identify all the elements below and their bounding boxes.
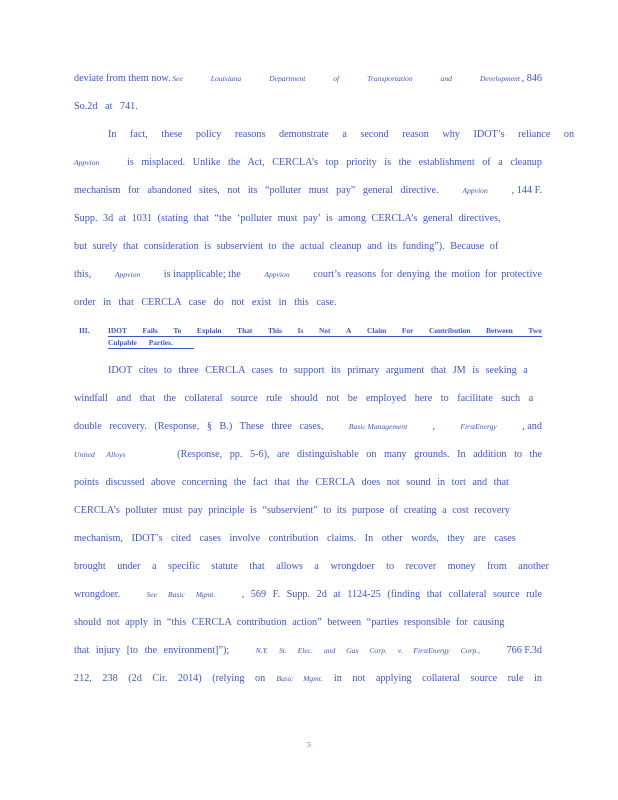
text-line: mechanism for abandoned sites, not its “polluter must pay” general directive. Appvion , 144 F. [74, 185, 542, 196]
text-line: In fact, these policy reasons demonstrate a second reason why IDOT’s reliance on [108, 129, 575, 140]
text-line: Appvion is misplaced. Unlike the Act, CERCLA’s top priority is the establishment of a cleanup [74, 157, 542, 168]
text-line: deviate from them now. See Louisiana Department of Transportation and Development , 846 [74, 73, 542, 84]
case-citation: United Alloys [74, 450, 126, 459]
case-citation: Basic Management [348, 422, 408, 431]
text-line: brought under a specific statute that allows a wrongdoer to recover money from another [74, 561, 549, 572]
text-line: Supp. 3d at 1031 (stating that “the ‘polluter must pay’ is among CERCLA’s general directives, [74, 213, 501, 224]
text-line: should not apply in “this CERCLA contribution action” between “parties responsible for causing [74, 617, 505, 628]
case-citation: Appvion [264, 270, 290, 279]
heading-line: IDOT Fails To Explain That This Is Not A Claim For Contribution Between Two [108, 326, 542, 335]
case-citation: See Basic Mgmt. [146, 590, 216, 599]
case-citation: N.Y. St. Elec. and Gas Corp. v. FirstEnergy Corp., [255, 646, 481, 655]
text-line: order in that CERCLA case do not exist in this case. [74, 297, 337, 308]
text-line: points discussed above concerning the fact that the CERCLA does not sound in tort and that [74, 477, 509, 488]
text-line: 212, 238 (2d Cir. 2014) (relying on Basic Mgmt. in not applying collateral source rule in [74, 673, 542, 684]
case-citation: Basic Mgmt. [276, 674, 323, 683]
case-citation: Appvion [462, 186, 488, 195]
text-line: wrongdoer. See Basic Mgmt. , 569 F. Supp. 2d at 1124-25 (finding that collateral source rule [74, 589, 542, 600]
case-citation: FirstEnergy [460, 422, 497, 431]
text-line: but surely that consideration is subservient to the actual cleanup and its funding”). Because of [74, 241, 499, 252]
case-citation: See Louisiana Department of Transportation and Development [172, 74, 520, 83]
page-number: 5 [307, 741, 311, 749]
case-citation: Appvion [114, 270, 141, 279]
text-line: windfall and that the collateral source rule should not be employed here to facilitate such a [74, 393, 534, 404]
text-line: United Alloys (Response, pp. 5-6), are distinguishable on many grounds. In addition to the [74, 449, 542, 460]
heading-line: Culpable Parties. [108, 337, 194, 349]
text-line: that injury [to the environment]”); N.Y. St. Elec. and Gas Corp. v. FirstEnergy Corp., 766 F.3d [74, 645, 542, 656]
text-line: double recovery. (Response, § B.) These three cases, Basic Management , FirstEnergy , and [74, 421, 542, 432]
text-line: IDOT cites to three CERCLA cases to support its primary argument that JM is seeking a [108, 365, 528, 376]
text-line: So.2d at 741. [74, 101, 138, 112]
section-number: III. [79, 326, 90, 335]
text-line: mechanism, IDOT’s cited cases involve contribution claims. In other words, they are cases [74, 533, 516, 544]
text-line: this, Appvion is inapplicable; the Appvion court’s reasons for denying the motion for protective [74, 269, 542, 280]
text-line: CERCLA’s polluter must pay principle is “subservient” to its purpose of creating a cost recovery [74, 505, 510, 516]
case-citation: Appvion [74, 158, 100, 167]
